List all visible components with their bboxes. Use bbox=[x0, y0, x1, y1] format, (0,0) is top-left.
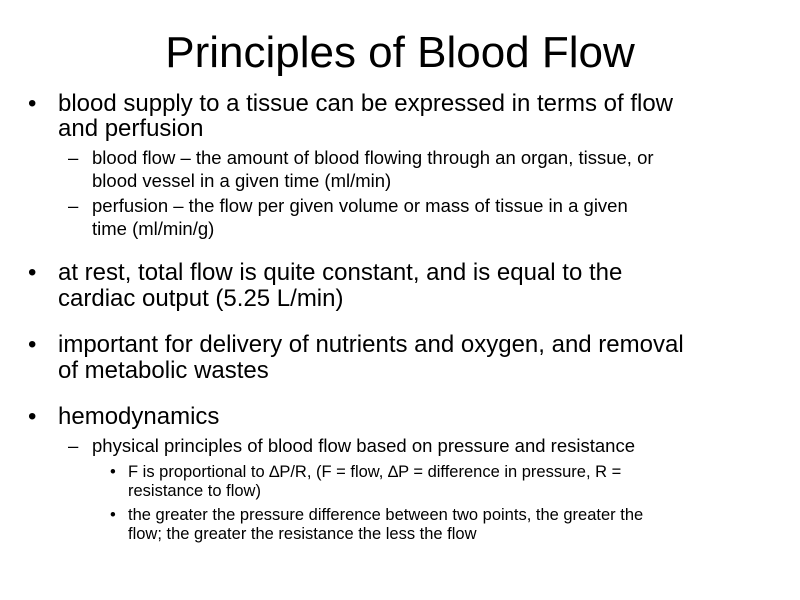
sub-bullet-1-2-line-1: perfusion – the flow per given volume or mass of tissue in a given bbox=[92, 195, 628, 216]
sub-sub-bullet-4-1-2-line-2: flow; the greater the resistance the less the flow bbox=[128, 525, 477, 543]
sub-bullet-marker: – bbox=[68, 435, 79, 456]
bullet-2-line-2: cardiac output (5.25 L/min) bbox=[58, 285, 344, 312]
bullet-3-line-1: important for delivery of nutrients and oxygen, and removal bbox=[58, 331, 684, 358]
bullet-marker: • bbox=[28, 403, 37, 430]
sub-bullet-1-1-line-2: blood vessel in a given time (ml/min) bbox=[92, 170, 392, 191]
sub-sub-bullet-4-1-1-line-2: resistance to flow) bbox=[128, 482, 261, 500]
bullet-1-line-1: blood supply to a tissue can be expressed in terms of flow bbox=[58, 90, 673, 117]
sub-sub-bullet-marker: • bbox=[110, 463, 116, 481]
sub-sub-bullet-4-1-2-line-1: the greater the pressure difference between two points, the greater the bbox=[128, 506, 644, 524]
bullet-marker: • bbox=[28, 331, 37, 358]
sub-bullet-marker: – bbox=[68, 195, 79, 216]
sub-bullet-marker: – bbox=[68, 147, 79, 168]
sub-sub-bullet-marker: • bbox=[110, 506, 116, 524]
sub-bullet-1-1-line-1: blood flow – the amount of blood flowing through an organ, tissue, or bbox=[92, 147, 654, 168]
bullet-3-line-2: of metabolic wastes bbox=[58, 357, 269, 384]
sub-sub-bullet-4-1-1-line-1: F is proportional to ∆P/R, (F = flow, ∆P = difference in pressure, R = bbox=[128, 463, 622, 481]
bullet-marker: • bbox=[28, 90, 37, 117]
slide-title: Principles of Blood Flow bbox=[165, 28, 635, 77]
bullet-marker: • bbox=[28, 259, 37, 286]
bullet-2-line-1: at rest, total flow is quite constant, and is equal to the bbox=[58, 259, 623, 286]
sub-bullet-4-1-line-1: physical principles of blood flow based on pressure and resistance bbox=[92, 435, 635, 456]
bullet-1-line-2: and perfusion bbox=[58, 115, 204, 142]
sub-bullet-1-2-line-2: time (ml/min/g) bbox=[92, 218, 215, 239]
bullet-4-line-1: hemodynamics bbox=[58, 403, 220, 430]
